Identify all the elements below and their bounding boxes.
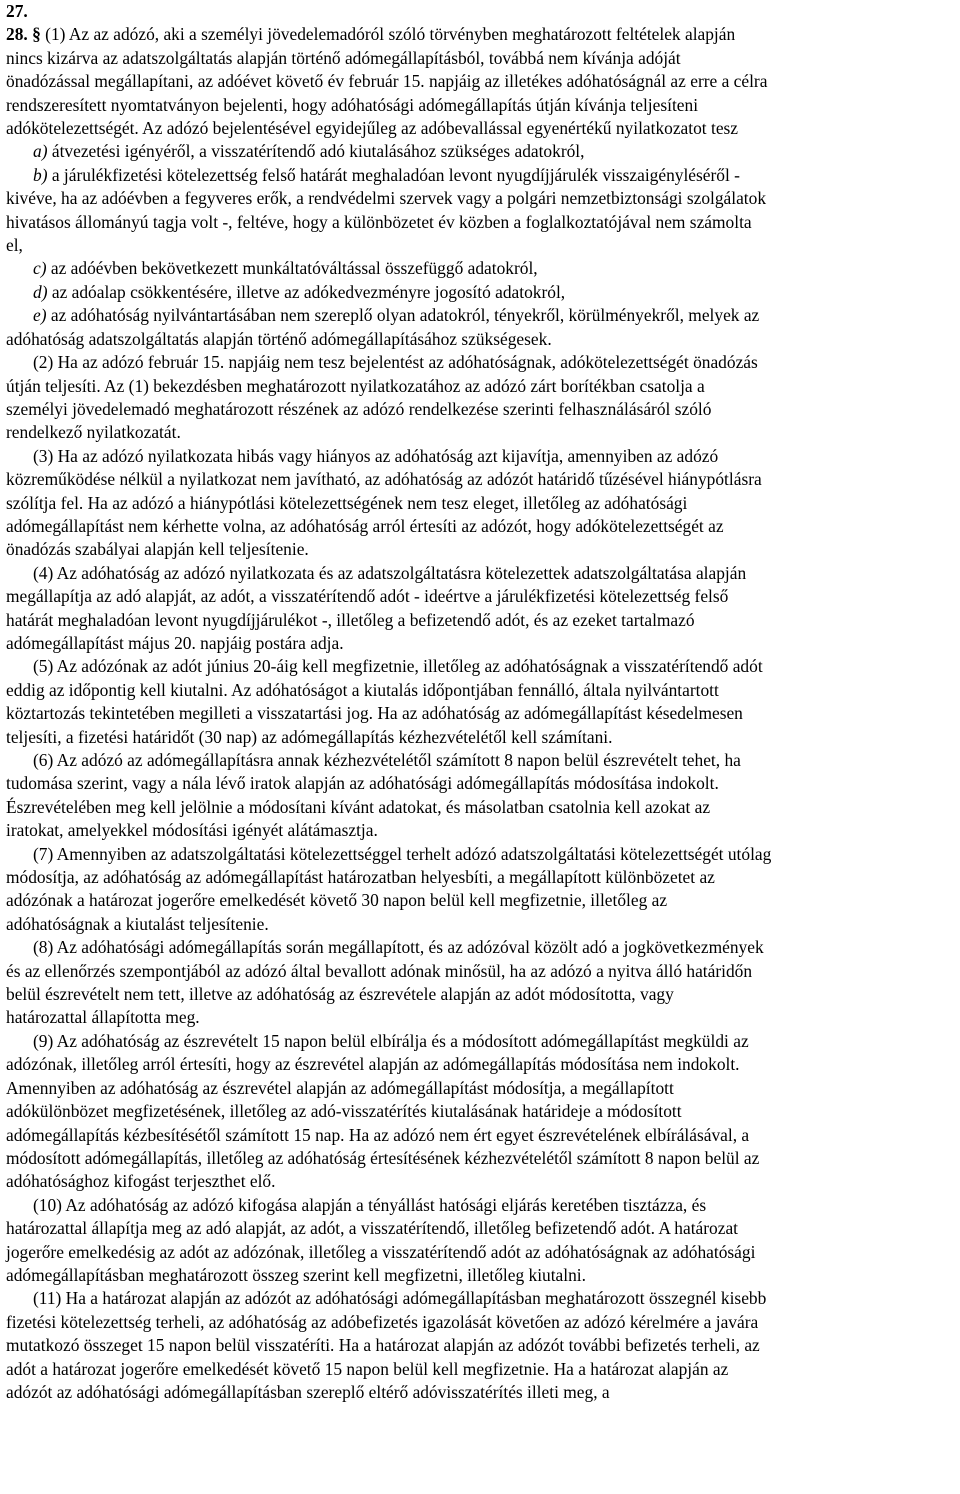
text-line: iratokat, amelyekkel módosítási igényét alátámasztja.: [6, 820, 378, 841]
section-sign: §: [32, 24, 41, 45]
paragraph-5-start: (5) Az adózónak az adót június 20-áig kell megfizetnie, illetőleg az adóhatóságnak a visszatérítendő adót: [33, 656, 763, 677]
text-line: (1) Az az adózó, aki a személyi jövedelemadóról szóló törvényben meghatározott feltételek alapján: [40, 24, 736, 45]
text-line: módosítja, az adóhatóság az adómegállapítást határozatban helyesbíti, a megállapított különbözetet az: [6, 867, 715, 888]
section-27-heading: [6, 0, 954, 23]
text-line: tudomása szerint, vagy a nála lévő iratok alapján az adóhatósági adómegállapítás módosítása indokolt.: [6, 773, 719, 794]
paragraph-11-start: (11) Ha a határozat alapján az adózót az adóhatósági adómegállapításban meghatározott összegnél kisebb: [33, 1288, 767, 1309]
text-line: nincs kizárva az adatszolgáltatás alapján történő adómegállapításból, továbbá nem kívánja adóját: [6, 47, 681, 68]
list-item-a: [6, 140, 954, 163]
text-line: rendszeresített nyomtatványon bejelenti, hogy adóhatósági adómegállapítás útján kívánja teljesíteni: [6, 94, 699, 115]
paragraph-4-start: (4) Az adóhatóság az adózó nyilatkozata és az adatszolgáltatásra kötelezettek adatszolgáltatása alapján: [33, 562, 747, 583]
list-letter-b: b): [33, 164, 48, 185]
text-line: teljesíti, a fizetési határidőt (30 nap) az adómegállapítás kézhezvételétől kell számítani.: [6, 726, 613, 747]
text-line: Amennyiben az adóhatóság az észrevétel alapján az adómegállapítást módosítja, a megállapított: [6, 1077, 674, 1098]
text-line: köztartozás tekintetében megilleti a visszatartási jog. Ha az adóhatóság az adómegállapítást késedelmesen: [6, 703, 743, 724]
list-item-text: az adóévben bekövetkezett munkáltatóváltással összefüggő adatokról,: [50, 258, 538, 279]
list-item-text: a járulékfizetési kötelezettség felső határát meghaladóan levont nyugdíjjárulék visszaigényléséről -: [51, 164, 740, 185]
text-line: adót a határozat jogerőre emelkedését követő 15 napon belül kell megfizetnie. Ha a határozat alapján az: [6, 1358, 729, 1379]
text-line: adómegállapítás kézbesítésétől számított 15 nap. Ha az adózó nem ért egyet észrevételének elbírálásával, a: [6, 1124, 750, 1145]
list-item-c: [6, 257, 954, 280]
text-line: közreműködése nélkül a nyilatkozat nem javítható, az adóhatóság az adózót határidő tűzésével hiánypótlásra: [6, 469, 762, 490]
text-line: adóhatósághoz kifogást terjeszthet elő.: [6, 1171, 276, 1192]
list-letter-c: c): [33, 258, 47, 279]
text-line: útján teljesíti. Az (1) bekezdésben meghatározott nyilatkozatához az adózó zárt borítékban csatolja a: [6, 375, 705, 396]
text-line: jogerőre emelkedésig az adót az adózónak, illetőleg a visszatérítendő adót az adóhatóságnak az adóhatósági: [6, 1241, 756, 1262]
text-line: Észrevételében meg kell jelölnie a módosítani kívánt adatokat, és másolatban csatolnia kell azokat az: [6, 796, 711, 817]
text-line: módosított adómegállapítás, illetőleg az adóhatóság értesítésének kézhezvételétől számított 8 napon belül az: [6, 1147, 760, 1168]
text-line: adókötelezettségét. Az adózó bejelentésével egyidejűleg az adóbevallással egyenértékű nyilatkozatot tesz: [6, 118, 739, 139]
text-line: adómegállapítást nem kérhette volna, az adóhatóság arról értesíti az adózót, hogy adókötelezettségét az: [6, 515, 724, 536]
paragraph-7-start: (7) Amennyiben az adatszolgáltatási kötelezettséggel terhelt adózó adatszolgáltatási kötelezettségét utólag: [33, 843, 772, 864]
text-line: személyi jövedelemadó meghatározott részének az adózó rendelkezése szerinti felhasználásáról szóló: [6, 398, 712, 419]
text-line: szólítja fel. Ha az adózó a hiánypótlási kötelezettségének nem tesz eleget, illetőleg az adóhatósági: [6, 492, 688, 513]
text-line: eddig az időpontig kell kiutalni. Az adóhatóságot a kiutalás időpontjában fennálló, általa nyilvántartott: [6, 679, 719, 700]
text-line: adóhatóság adatszolgáltatás alapján történő adómegállapításához szükségesek.: [6, 328, 552, 349]
paragraph-8-start: (8) Az adóhatósági adómegállapítás során megállapított, és az adózóval közölt adó a jogkövetkezmények: [33, 937, 764, 958]
text-line: kivéve, ha az adóévben a fegyveres erők, a rendvédelmi szervek vagy a polgári nemzetbiztonsági szolgálatok: [6, 188, 767, 209]
text-line: és az ellenőrzés szempontjából az adózó által bevallott adónak minősül, ha az adózó a nyitva álló határidőn: [6, 960, 753, 981]
list-item-d: [6, 281, 954, 304]
list-letter-a: a): [33, 141, 48, 162]
text-line: önadózással megállapítani, az adóévet követő év február 15. napjáig az illetékes adóhatóságnál az erre a célra: [6, 71, 768, 92]
text-line: határozattal állapítja meg az adó alapját, az adót, a visszatérítendő, illetőleg befizetendő adót. A határozat: [6, 1218, 739, 1239]
text-line: megállapítja az adó alapját, az adót, a visszatérítendő adót - ideértve a járulékfizetési kötelezettség felső: [6, 586, 729, 607]
text-line: önadózás szabályai alapján kell teljesítenie.: [6, 539, 309, 560]
paragraph-9-start: (9) Az adóhatóság az észrevételt 15 napon belül elbírálja és a módosított adómegállapítást megküldi az: [33, 1030, 749, 1051]
text-line: adózót az adóhatósági adómegállapításban szereplő eltérő adóvisszatérítés illeti meg, a: [6, 1381, 610, 1402]
list-item-e: [6, 304, 954, 327]
list-item-text: átvezetési igényéről, a visszatérítendő adó kiutalásához szükséges adatokról,: [51, 141, 585, 162]
section-28-first-line: [6, 23, 954, 46]
section-27-number: 27.: [6, 1, 28, 21]
section-28-number: 28.: [6, 24, 28, 45]
text-line: adómegállapítást május 20. napjáig postára adja.: [6, 632, 344, 653]
text-line: el,: [6, 235, 23, 256]
paragraph-3-start: (3) Ha az adózó nyilatkozata hibás vagy hiányos az adóhatóság azt kijavítja, amennyiben az adózó: [33, 445, 719, 466]
text-line: határát meghaladóan levont nyugdíjjárulékot -, illetőleg a befizetendő adót, és az ezeket tartalmazó: [6, 609, 695, 630]
list-item-b: [6, 164, 954, 187]
text-line: mutatkozó összeget 15 napon belül visszatéríti. Ha a határozat alapján az adózót további befizetés terheli, az: [6, 1335, 760, 1356]
text-line: hivatásos állományú tagja volt -, feltéve, hogy a különbözetet év közben a foglalkoztatójával nem számolta: [6, 211, 752, 232]
text-line: fizetési kötelezettség terheli, az adóhatóság az adóbefizetés igazolását követően az adózó kérelmére a javára: [6, 1311, 759, 1332]
paragraph-6-start: (6) Az adózó az adómegállapításra annak kézhezvételétől számított 8 napon belül észrevételt tehet, ha: [33, 750, 741, 770]
paragraph-2-start: (2) Ha az adózó február 15. napjáig nem tesz bejelentést az adóhatóságnak, adókötelezettségét önadózás: [33, 352, 758, 373]
text-line: határozattal állapította meg.: [6, 1007, 200, 1028]
text-line: adózónak, illetőleg arról értesíti, hogy az észrevétel alapján az adómegállapítás módosítása nem indokolt.: [6, 1054, 740, 1075]
text-line: rendelkező nyilatkozatát.: [6, 422, 181, 443]
text-line: adózónak a határozat jogerőre emelkedését követő 30 napon belül kell megfizetnie, illetőleg az: [6, 890, 668, 911]
text-line: adómegállapításban meghatározott összeg szerint kell megfizetni, illetőleg kiutalni.: [6, 1264, 586, 1285]
paragraph-10-start: (10) Az adóhatóság az adózó kifogása alapján a tényállást hatósági eljárás keretében tisztázza, és: [33, 1194, 707, 1215]
list-letter-d: d): [33, 281, 48, 302]
text-line: adóhatóságnak a kiutalást teljesítenie.: [6, 913, 269, 934]
text-line: adókülönbözet megfizetésének, illetőleg az adó-visszatérítés kiutalásának határideje a módosított: [6, 1101, 682, 1122]
list-item-text: az adóhatóság nyilvántartásában nem szereplő olyan adatokról, tényekről, körülményekről, melyek az: [50, 305, 760, 326]
text-line: belül észrevételt nem tett, illetve az adóhatóság az észrevétele alapján az adót módosította, vagy: [6, 984, 674, 1005]
list-item-text: az adóalap csökkentésére, illetve az adókedvezményre jogosító adatokról,: [51, 281, 566, 302]
list-letter-e: e): [33, 305, 47, 326]
